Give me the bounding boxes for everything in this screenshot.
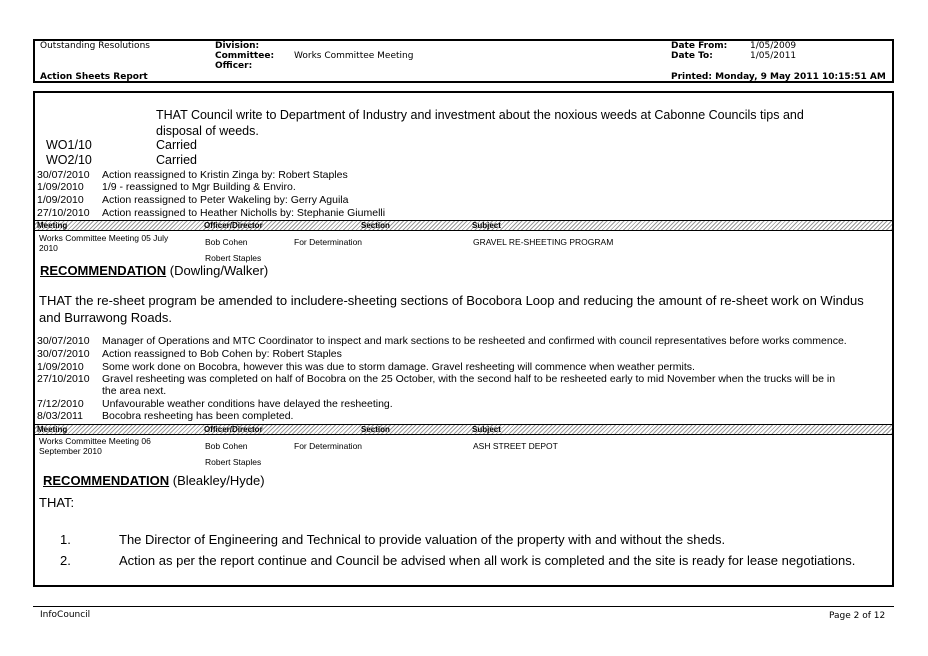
footer-divider [33, 606, 894, 607]
meeting-header: Meeting [37, 221, 68, 230]
committee-label: Committee: [215, 51, 275, 61]
log-text: Action reassigned to Heather Nicholls by: Stephanie Giumelli [102, 207, 386, 219]
subject-value: GRAVEL RE-SHEETING PROGRAM [473, 237, 614, 247]
table-header [35, 220, 892, 231]
recommendation-label: RECOMMENDATION [40, 263, 167, 278]
subject-value: ASH STREET DEPOT [473, 441, 558, 451]
report-name: Outstanding Resolutions [40, 41, 150, 51]
resolution-text-line2: disposal of weeds. [156, 124, 259, 138]
report-type: Action Sheets Report [40, 72, 148, 82]
log-date: 30/07/2010 [37, 169, 90, 181]
log-date: 8/03/2011 [37, 410, 83, 422]
log-text: Action reassigned to Peter Wakeling by: Gerry Aguila [102, 194, 349, 206]
log-date: 1/09/2010 [37, 194, 84, 206]
list-item: The Director of Engineering and Technical to provide valuation of the property with and without the sheds. [119, 532, 726, 547]
division-label: Division: [215, 41, 260, 51]
log-text: Some work done on Bocobra, however this was due to storm damage. Gravel resheeting will commence when weather permits. [102, 361, 695, 373]
officer-label: Officer: [215, 61, 253, 71]
officer-header: Officer/Director [204, 221, 263, 230]
date-from-label: Date From: [671, 41, 728, 51]
log-date: 27/10/2010 [37, 207, 90, 219]
log-text: 1/9 - reassigned to Mgr Building & Enviro. [102, 181, 296, 193]
log-date: 27/10/2010 [37, 373, 90, 385]
motion-code: WO1/10 [46, 138, 92, 152]
motion-result: Carried [156, 153, 197, 167]
subject-header: Subject [472, 221, 501, 230]
section-header: Section [361, 221, 390, 230]
log-text: Unfavourable weather conditions have delayed the resheeting. [102, 398, 393, 410]
date-to-label: Date To: [671, 51, 713, 61]
log-text: Bocobra resheeting has been completed. [102, 410, 294, 422]
date-from-value: 1/05/2009 [750, 41, 797, 51]
recommendation-label: RECOMMENDATION [43, 473, 170, 488]
meeting-name-cont: September 2010 [39, 446, 102, 456]
log-text: Action reassigned to Bob Cohen by: Robert Staples [102, 348, 342, 360]
log-date: 30/07/2010 [37, 348, 90, 360]
log-text: Action reassigned to Kristin Zinga by: Robert Staples [102, 169, 348, 181]
officer-header: Officer/Director [204, 425, 263, 434]
officer-name: Bob Cohen [205, 237, 248, 247]
recommendation-movers: (Bleakley/Hyde) [172, 473, 265, 488]
section-value: For Determination [294, 237, 363, 247]
meeting-name-cont: 2010 [39, 243, 58, 253]
section-value: For Determination [294, 441, 363, 451]
recommendation-text-line2: and Burrawong Roads. [39, 310, 172, 325]
director-name: Robert Staples [205, 253, 262, 263]
log-text-cont: the area next. [102, 385, 167, 397]
director-name: Robert Staples [205, 457, 262, 467]
footer-page-number: Page 2 of 12 [829, 611, 886, 621]
log-text: Manager of Operations and MTC Coordinator to inspect and mark sections to be resheeted and confirmed with council representatives before works commence. [102, 335, 847, 347]
log-date: 1/09/2010 [37, 181, 84, 193]
recommendation-movers: (Dowling/Walker) [169, 263, 269, 278]
motion-code: WO2/10 [46, 153, 92, 167]
motion-result: Carried [156, 138, 197, 152]
printed-value: Monday, 9 May 2011 10:15:51 AM [715, 72, 886, 82]
recommendation-that: THAT: [39, 495, 75, 510]
date-to-value: 1/05/2011 [750, 51, 797, 61]
log-date: 7/12/2010 [37, 398, 84, 410]
recommendation-heading [40, 263, 268, 278]
meeting-name: Works Committee Meeting 05 July [39, 233, 169, 243]
log-date: 1/09/2010 [37, 361, 84, 373]
printed-label: Printed: [671, 72, 712, 82]
printed-line [671, 72, 886, 82]
list-item-number: 1. [60, 532, 71, 547]
section-header: Section [361, 425, 390, 434]
subject-header: Subject [472, 425, 501, 434]
committee-value: Works Committee Meeting [294, 51, 414, 61]
resolution-text-line1: THAT Council write to Department of Industry and investment about the noxious weeds at Cabonne Councils tips and [156, 108, 804, 122]
footer-app-name: InfoCouncil [40, 610, 91, 620]
list-item-number: 2. [60, 553, 71, 568]
list-item: Action as per the report continue and Council be advised when all work is completed and the site is ready for lease negotiations. [119, 553, 856, 568]
recommendation-text-line1: THAT the re-sheet program be amended to includere-sheeting sections of Bocobora Loop and reducing the amount of re-sheet work on Windus [39, 293, 864, 308]
meeting-header: Meeting [37, 425, 68, 434]
meeting-name: Works Committee Meeting 06 [39, 436, 151, 446]
officer-name: Bob Cohen [205, 441, 248, 451]
recommendation-heading [43, 473, 265, 488]
table-header [35, 424, 892, 435]
log-text: Gravel resheeting was completed on half of Bocobra on the 25 October, with the second half to be resheeted early to mid November when the trucks will be in [102, 373, 836, 385]
log-date: 30/07/2010 [37, 335, 90, 347]
